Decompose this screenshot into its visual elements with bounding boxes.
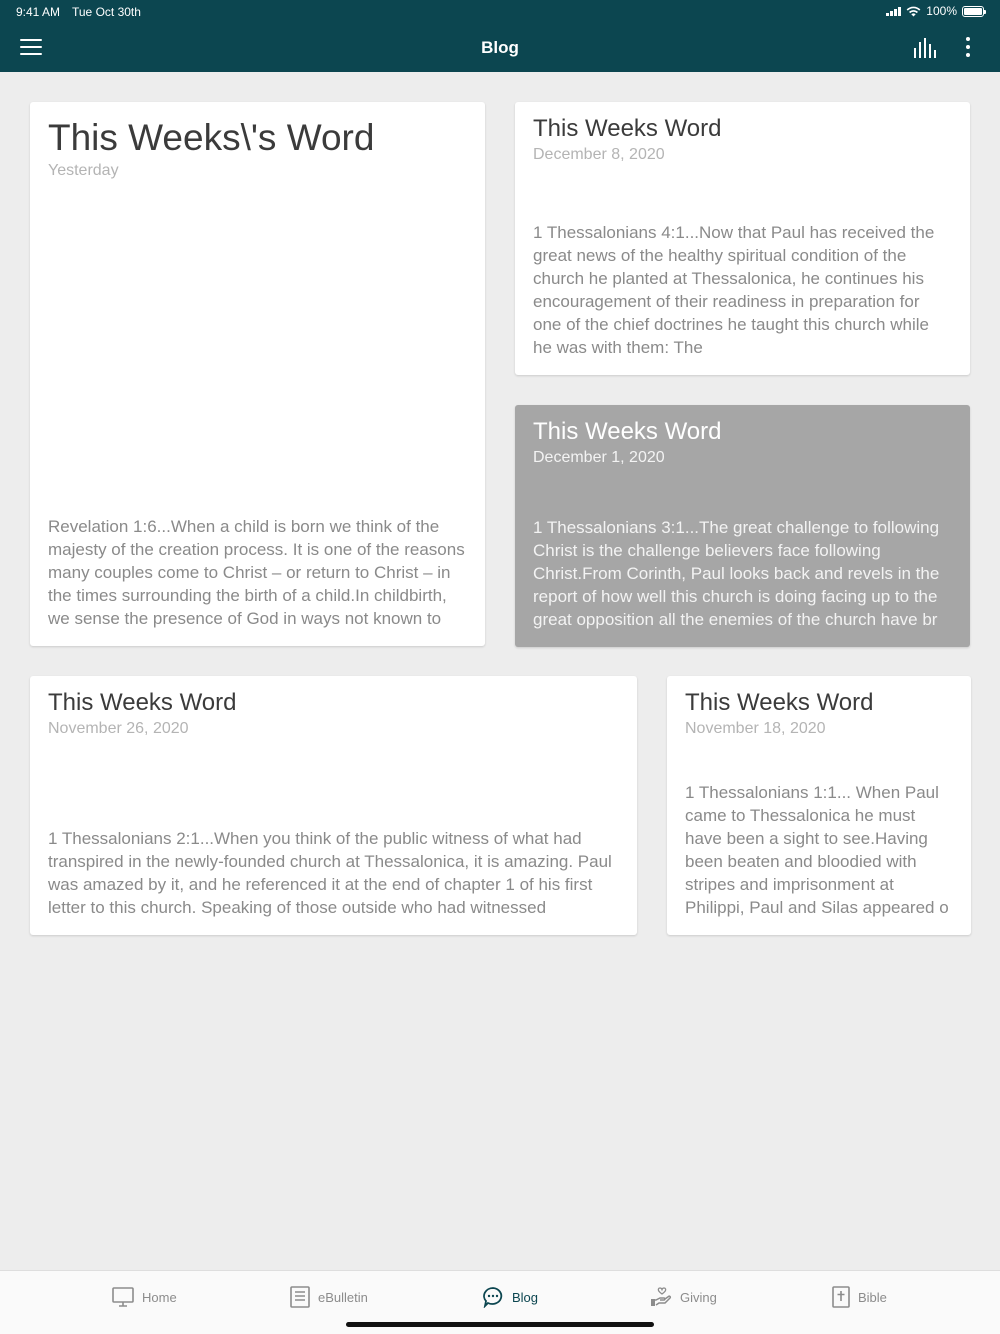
blog-post-card[interactable] bbox=[667, 676, 971, 935]
status-time: 9:41 AM bbox=[16, 5, 61, 19]
bible-icon bbox=[832, 1286, 850, 1308]
monitor-icon bbox=[112, 1287, 134, 1307]
tab-label: Home bbox=[142, 1289, 177, 1305]
battery-icon bbox=[962, 6, 984, 17]
blog-post-card-selected[interactable] bbox=[515, 405, 970, 647]
chat-bubble-icon bbox=[482, 1286, 504, 1308]
top-bar bbox=[0, 0, 1000, 72]
stats-icon[interactable] bbox=[914, 38, 938, 58]
status-right bbox=[886, 4, 984, 18]
post-excerpt: 1 Thessalonians 4:1...Now that Paul has received the great news of the healthy spiritual condition of the church he planted at Thessalonica, he continues his encouragement of their readiness in preparation for one of the chief doctrines he taught this church while he was with them: The bbox=[533, 223, 935, 357]
bulletin-icon bbox=[290, 1286, 310, 1308]
app-header bbox=[0, 24, 1000, 72]
more-vertical-icon[interactable] bbox=[964, 37, 972, 59]
post-date: November 26, 2020 bbox=[48, 720, 189, 737]
tab-bible[interactable] bbox=[832, 1285, 887, 1309]
status-date: Tue Oct 30th bbox=[72, 5, 141, 19]
post-excerpt: 1 Thessalonians 3:1...The great challenge to following Christ is the challenge believers face following Christ.From Corinth, Paul looks back and revels in the report of how well this church is doing facing up to the great opposition all the enemies of the church have br bbox=[533, 518, 940, 629]
page-title: Blog bbox=[481, 38, 519, 57]
bottom-tab-bar bbox=[0, 1270, 1000, 1334]
post-title: This Weeks Word bbox=[685, 689, 874, 716]
blog-post-card[interactable] bbox=[30, 102, 485, 646]
blog-post-card[interactable] bbox=[515, 102, 970, 375]
home-indicator bbox=[346, 1322, 654, 1327]
tab-blog[interactable] bbox=[482, 1285, 538, 1309]
tab-giving[interactable] bbox=[650, 1285, 717, 1309]
post-title: This Weeks Word bbox=[533, 115, 722, 142]
tab-home[interactable] bbox=[112, 1285, 177, 1309]
post-title: This Weeks Word bbox=[48, 689, 237, 716]
post-date: December 8, 2020 bbox=[533, 146, 665, 163]
blog-post-card[interactable] bbox=[30, 676, 637, 935]
signal-icon bbox=[886, 6, 901, 16]
post-date: December 1, 2020 bbox=[533, 449, 665, 466]
post-excerpt: Revelation 1:6...When a child is born we think of the majesty of the creation process. It is one of the reasons many couples come to Christ – or return to Christ – in the times surrounding the birth of a child.In childbirth, we sense the presence of God in ways not known to bbox=[48, 517, 465, 628]
status-bar bbox=[0, 0, 1000, 24]
post-date: November 18, 2020 bbox=[685, 720, 826, 737]
post-title: This Weeks\'s Word bbox=[48, 117, 375, 158]
post-title: This Weeks Word bbox=[533, 418, 722, 445]
post-date: Yesterday bbox=[48, 162, 119, 179]
tab-label: Blog bbox=[512, 1289, 539, 1305]
tab-label: Giving bbox=[680, 1289, 717, 1305]
wifi-icon bbox=[906, 6, 921, 17]
giving-hand-icon bbox=[650, 1286, 672, 1308]
tab-label: eBulletin bbox=[318, 1289, 368, 1305]
post-excerpt: 1 Thessalonians 1:1... When Paul came to Thessalonica he must have been a sight to see.Having been beaten and bloodied with stripes and imprisonment at Philippi, Paul and Silas appeared o bbox=[685, 783, 949, 917]
post-excerpt: 1 Thessalonians 2:1...When you think of the public witness of what had transpired in the newly-founded church at Thessalonica, it is amazing. Paul was amazed by it, and he referenced it at the end of chapter 1 of his first letter to this church. Speaking of those outside who had witnessed bbox=[48, 829, 612, 917]
tab-ebulletin[interactable] bbox=[290, 1285, 368, 1309]
hamburger-menu-icon[interactable] bbox=[20, 39, 42, 57]
tab-label: Bible bbox=[858, 1289, 887, 1305]
battery-percent: 100% bbox=[926, 4, 957, 18]
